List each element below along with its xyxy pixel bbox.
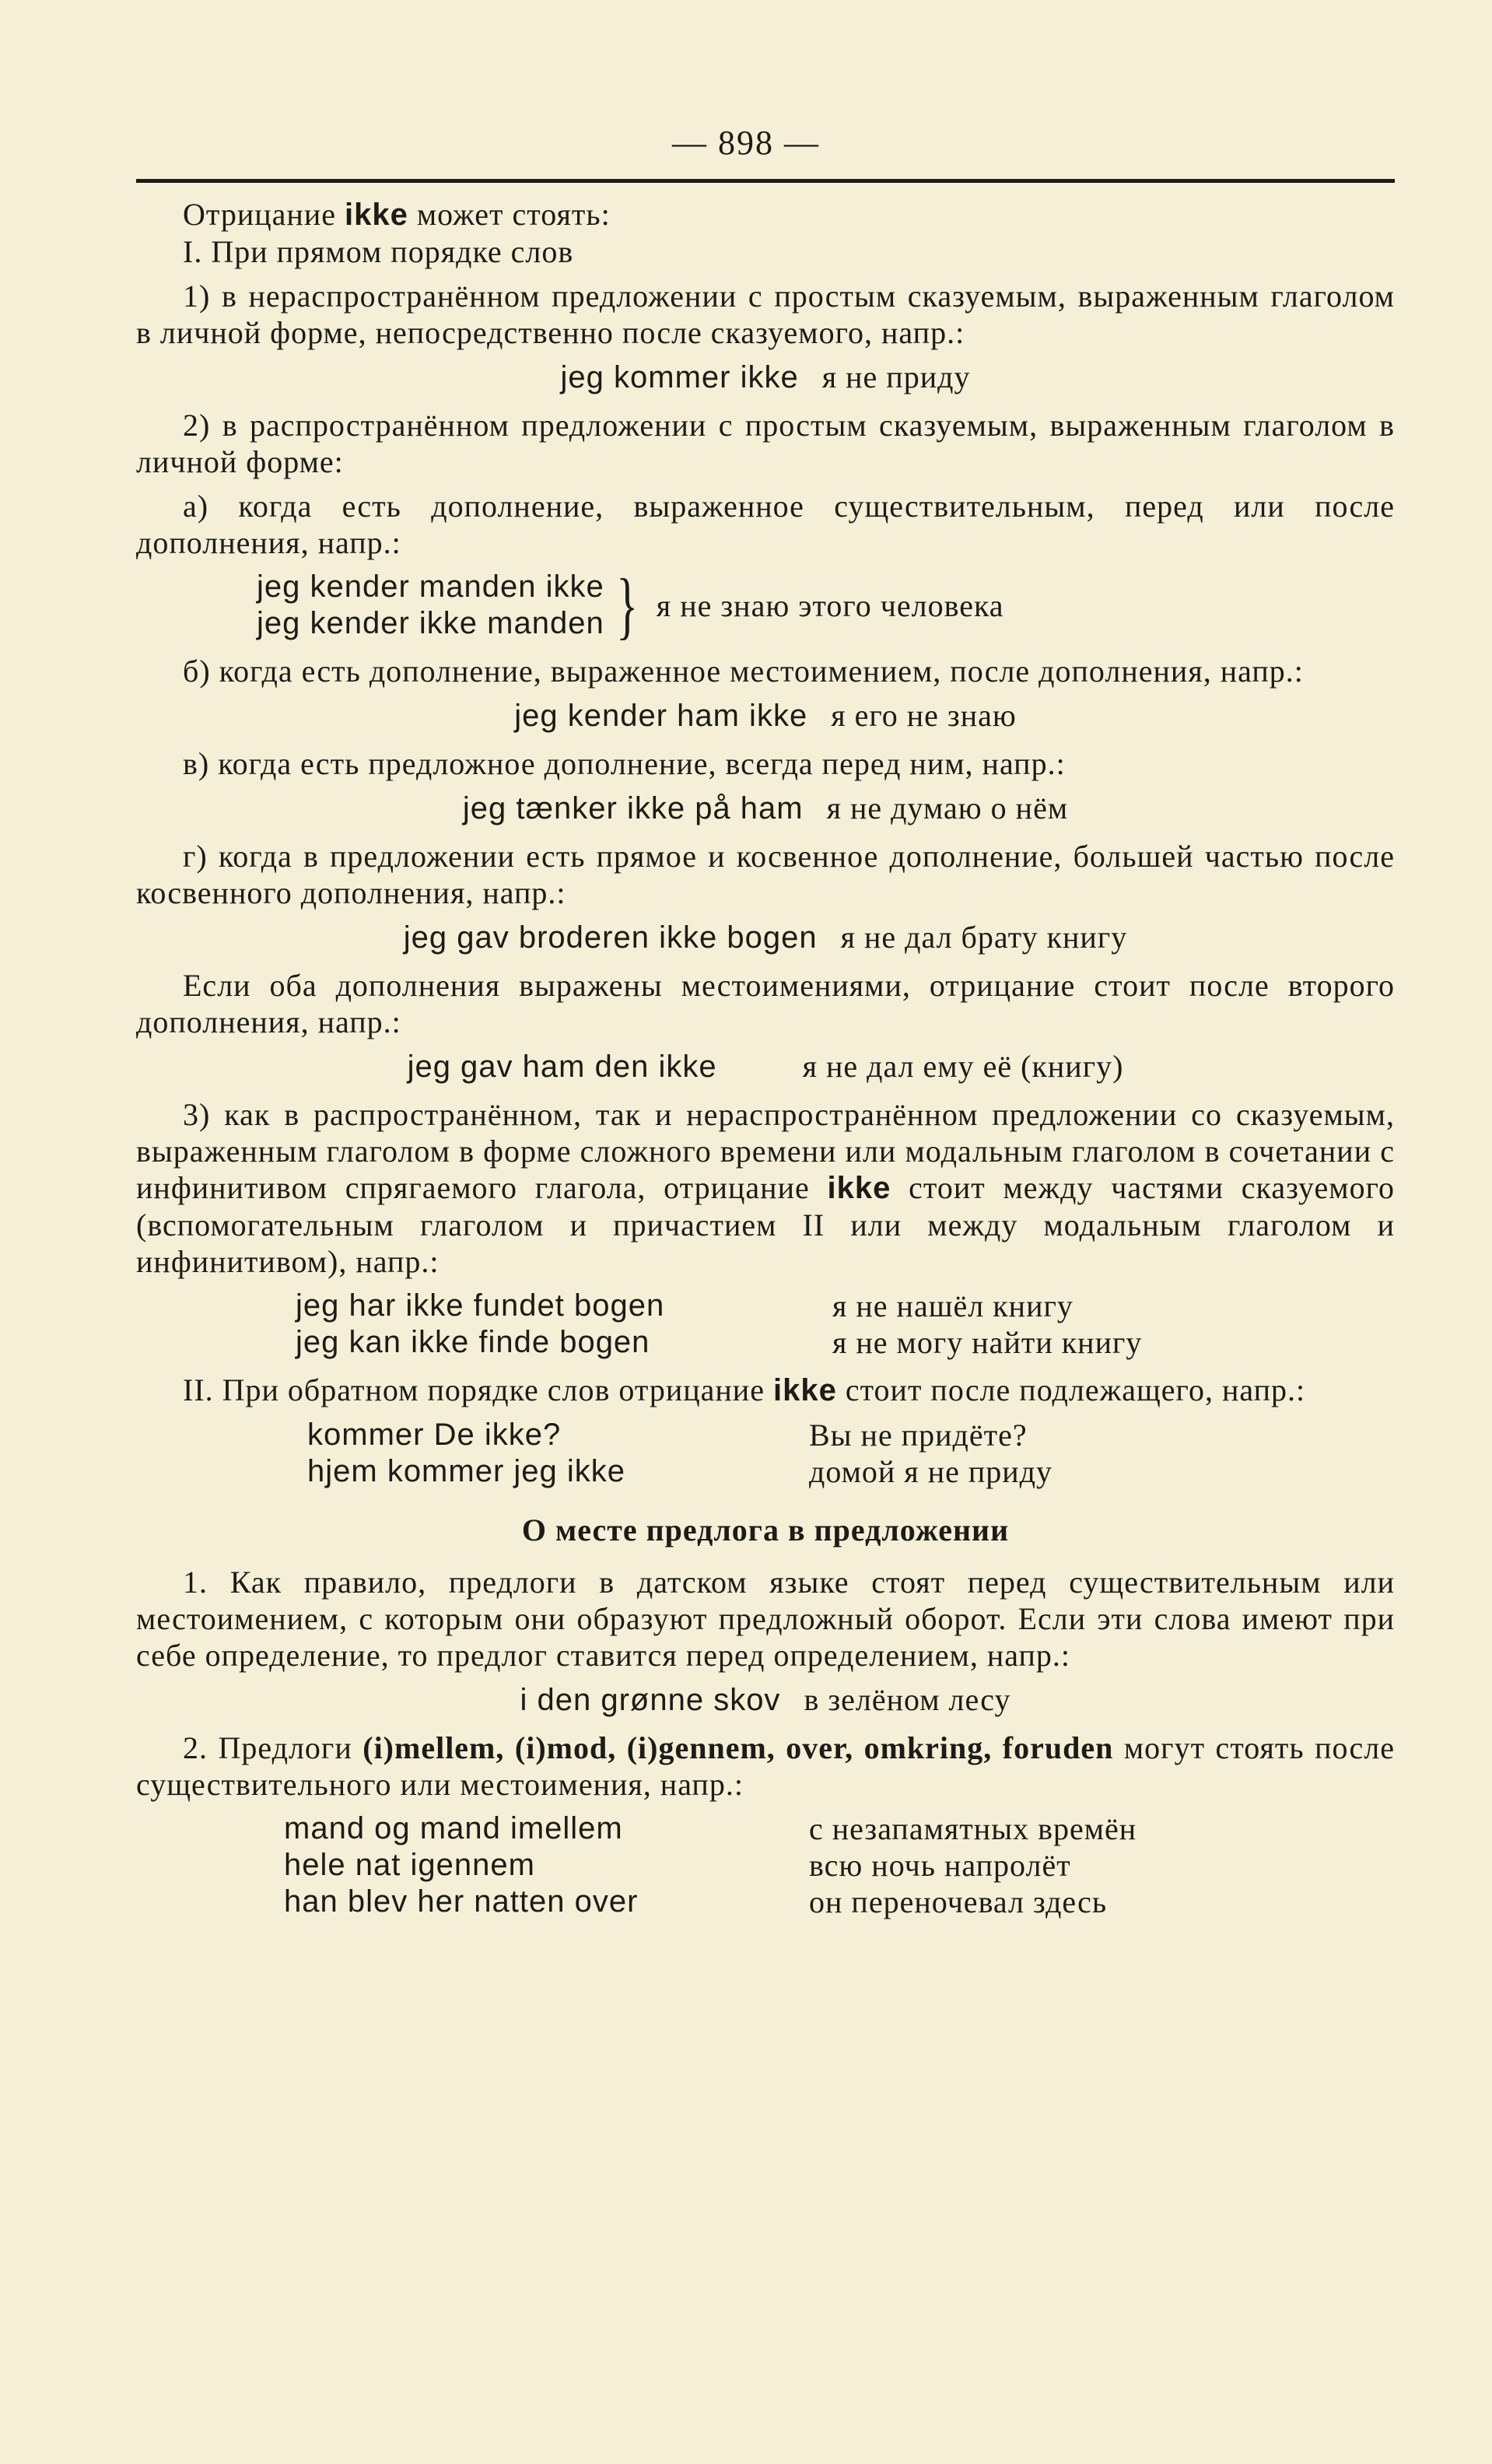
rule-3-text-end: стоит между частями сказуемого (вспомогательным глаголом и причастием II или между модальным глаголом и инфинитивом), напр.: bbox=[136, 1170, 1395, 1279]
both-pronouns-paragraph: Если оба дополнения выражены местоимениями, отрицание стоит после второго дополнения, напр.: bbox=[136, 968, 1395, 1039]
rule-2g-paragraph: г) когда в предложении есть прямое и косвенное дополнение, большей частью после косвенного дополнения, напр.: bbox=[136, 839, 1395, 910]
example-russian: с незапамятных времён bbox=[809, 1811, 1137, 1846]
example-danish: mand og mand imellem bbox=[284, 1811, 623, 1845]
rule-2b-paragraph: б) когда есть дополнение, выраженное местоимением, после дополнения, напр.: bbox=[183, 654, 1304, 689]
example-row bbox=[284, 1884, 1395, 1920]
example-russian: я не дал брату книгу bbox=[840, 920, 1128, 955]
example-danish: han blev her natten over bbox=[284, 1884, 639, 1919]
example-russian: я не дал ему её (книгу) bbox=[802, 1049, 1124, 1084]
example-russian: я не нашёл книгу bbox=[832, 1288, 1073, 1323]
example-danish: jeg kommer ikke bbox=[560, 360, 799, 394]
example-danish: jeg kender manden ikke bbox=[257, 570, 604, 604]
ikke-term: ikke bbox=[345, 198, 408, 232]
example-russian: домой я не приду bbox=[809, 1454, 1053, 1489]
rule-3-text: 3) как в распространённом, так и нераспространённом предложении со сказуемым, выраженным глаголом в форме сложного времени или модальным глаголом в сочетании с инфинитивом спрягаемого глагола, отрицание bbox=[136, 1097, 1395, 1205]
example-danish: jeg gav ham den ikke bbox=[407, 1050, 717, 1084]
prep-rule-2-text: 2. Предлоги bbox=[183, 1730, 363, 1765]
rule-2-paragraph: 2) в распространённом предложении с простым сказуемым, выраженным глаголом в личной форме: bbox=[136, 408, 1395, 479]
example-8 bbox=[307, 1417, 1395, 1490]
prepositions-list: (i)mellem, (i)mod, (i)gennem, over, omkring, foruden bbox=[362, 1730, 1114, 1765]
example-russian: Вы не придёте? bbox=[809, 1418, 1028, 1453]
example-russian: я не знаю этого человека bbox=[656, 587, 1004, 623]
section-heading: О месте предлога в предложении bbox=[521, 1512, 1010, 1547]
example-4 bbox=[136, 790, 1395, 827]
example-danish: jeg har ikke fundet bogen bbox=[296, 1288, 665, 1323]
example-russian: я не могу найти книгу bbox=[832, 1325, 1143, 1360]
example-10 bbox=[284, 1810, 1395, 1920]
example-russian: я его не знаю bbox=[831, 698, 1017, 733]
example-danish: jeg kender ham ikke bbox=[514, 699, 808, 733]
example-danish: jeg tænker ikke på ham bbox=[462, 791, 804, 825]
rule-2v-paragraph: в) когда есть предложное дополнение, всегда перед ним, напр.: bbox=[183, 746, 1066, 781]
example-7 bbox=[296, 1288, 1395, 1361]
example-9 bbox=[136, 1681, 1395, 1719]
example-danish: hele nat igennem bbox=[284, 1848, 535, 1882]
ikke-term: ikke bbox=[827, 1171, 891, 1205]
intro-text-end: может стоять: bbox=[408, 197, 611, 232]
example-row bbox=[296, 1324, 1395, 1361]
rule-3-paragraph bbox=[136, 1096, 1395, 1280]
example-row bbox=[284, 1810, 1395, 1847]
example-1 bbox=[136, 359, 1395, 396]
example-danish: jeg kan ikke finde bogen bbox=[296, 1325, 650, 1359]
example-danish: hjem kommer jeg ikke bbox=[307, 1454, 626, 1488]
section-2-paragraph bbox=[136, 1372, 1395, 1409]
example-row bbox=[296, 1288, 1395, 1324]
prep-rule-2-text-end: могут стоять после существительного или местоимения, напр.: bbox=[136, 1730, 1395, 1802]
brace-symbol: } bbox=[616, 563, 639, 647]
page-content bbox=[136, 196, 1395, 1920]
example-russian: он переночевал здесь bbox=[809, 1884, 1108, 1919]
example-danish: kommer De ikke? bbox=[307, 1418, 562, 1452]
example-row bbox=[284, 1847, 1395, 1884]
ikke-term: ikke bbox=[772, 1373, 837, 1407]
example-row bbox=[307, 1453, 1395, 1490]
page-number: — 898 — bbox=[672, 124, 820, 162]
example-danish: jeg kender ikke manden bbox=[257, 606, 604, 640]
intro-text: Отрицание bbox=[183, 197, 345, 232]
example-russian: я не приду bbox=[821, 359, 971, 394]
section-2-text-end: стоит после подлежащего, напр.: bbox=[836, 1372, 1306, 1407]
example-danish: i den grønne skov bbox=[520, 1683, 781, 1717]
example-5 bbox=[136, 919, 1395, 956]
example-russian: я не думаю о нём bbox=[826, 790, 1069, 825]
section-2-text: II. При обратном порядке слов отрицание bbox=[183, 1372, 773, 1407]
rule-1-paragraph: 1) в нераспространённом предложении с простым сказуемым, выраженным глаголом в личной форме, непосредственно после сказуемого, напр.: bbox=[136, 279, 1395, 350]
prep-rule-2-paragraph bbox=[136, 1730, 1395, 1803]
example-2 bbox=[136, 563, 1395, 647]
header-rule bbox=[136, 179, 1395, 183]
example-3 bbox=[136, 697, 1395, 734]
intro-paragraph bbox=[136, 196, 1395, 233]
rule-2a-paragraph: а) когда есть дополнение, выраженное существительным, перед или после дополнения, напр.: bbox=[136, 489, 1395, 560]
example-row bbox=[307, 1417, 1395, 1453]
example-6 bbox=[136, 1048, 1395, 1085]
section-1-title: I. При прямом порядке слов bbox=[183, 234, 574, 269]
example-2-danish-lines bbox=[257, 569, 604, 642]
example-russian: всю ночь напролёт bbox=[809, 1848, 1071, 1883]
example-danish: jeg gav broderen ikke bogen bbox=[403, 920, 818, 955]
example-russian: в зелёном лесу bbox=[804, 1682, 1011, 1717]
prep-rule-1-paragraph: 1. Как правило, предлоги в датском языке стоят перед существительным или местоимением, с которым они образуют предложный оборот. Если эти слова имеют при себе определение, то предлог ставится перед определением, напр.: bbox=[136, 1565, 1395, 1673]
